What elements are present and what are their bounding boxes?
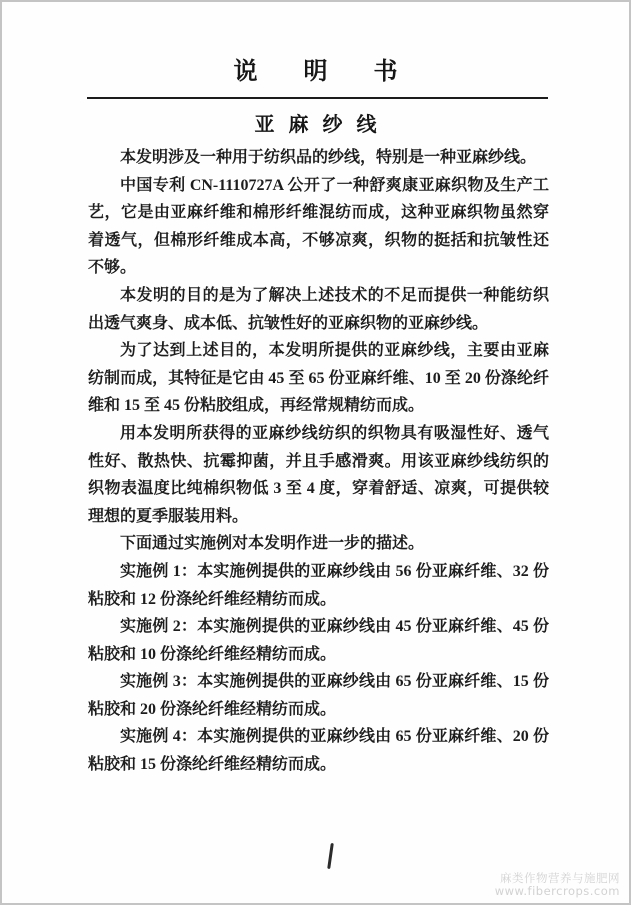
paragraph-example-4: 实施例 4：本实施例提供的亚麻纱线由 65 份亚麻纤维、20 份粘胶和 15 份涤纶纤维经精纺而成。: [88, 728, 549, 774]
watermark-url: www.fibercrops.com: [494, 884, 620, 898]
page-header-title: 说明书: [233, 59, 444, 85]
paragraph-example-3: 实施例 3：本实施例提供的亚麻纱线由 65 份亚麻纤维、15 份粘胶和 20 份涤纶纤维经精纺而成。: [88, 673, 549, 718]
paragraph-examples-intro: 下面通过实施例对本发明作进一步的描述。: [120, 535, 425, 553]
paragraph-technical-solution: 为了达到上述目的，本发明所提供的亚麻纱线，主要由亚麻纺制而成，其特征是它由 45 至 65 份亚麻纤维、10 至 20 份涤纶纤维和 15 至 45 份粘胶组成，再经常规精纺而成。: [88, 342, 549, 415]
paragraph-example-2: 实施例 2：本实施例提供的亚麻纱线由 45 份亚麻纤维、45 份粘胶和 10 份涤纶纤维经精纺而成。: [88, 618, 549, 663]
paragraph-field-of-invention: 本发明涉及一种用于纺织品的纱线，特别是一种亚麻纱线。: [120, 149, 537, 166]
paragraph-advantages: 用本发明所获得的亚麻纱线纺织的织物具有吸湿性好、透气性好、散热快、抗霉抑菌，并且手感滑爽。用该亚麻纱线纺织的织物表温度比纯棉织物低 3 至 4 度，穿着舒适、凉爽，可提供较理想的夏季服装用料。: [88, 424, 549, 525]
paragraph-example-1: 实施例 1：本实施例提供的亚麻纱线由 56 份亚麻纤维、32 份粘胶和 12 份涤纶纤维经精纺而成。: [88, 562, 549, 608]
header-divider-rule: [87, 97, 548, 99]
watermark: [495, 872, 620, 898]
watermark-site-name: 麻类作物营养与施肥网: [500, 871, 620, 885]
description-body: [88, 144, 549, 779]
paragraph-objective: 本发明的目的是为了解决上述技术的不足而提供一种能纺织出透气爽身、成本低、抗皱性好的亚麻织物的亚麻纱线。: [88, 286, 549, 332]
page-number-stroke: [327, 843, 334, 869]
page-number: [324, 841, 336, 871]
page-number-value: [324, 841, 325, 842]
paragraph-prior-art: 中国专利 CN-1110727A 公开了一种舒爽康亚麻织物及生产工艺，它是由亚麻纤维和棉形纤维混纺而成，这种亚麻织物虽然穿着透气，但棉形纤维成本高，不够凉爽，织物的挺括和抗皱性还不够。: [88, 176, 549, 277]
invention-title: 亚麻纱线: [254, 114, 391, 136]
